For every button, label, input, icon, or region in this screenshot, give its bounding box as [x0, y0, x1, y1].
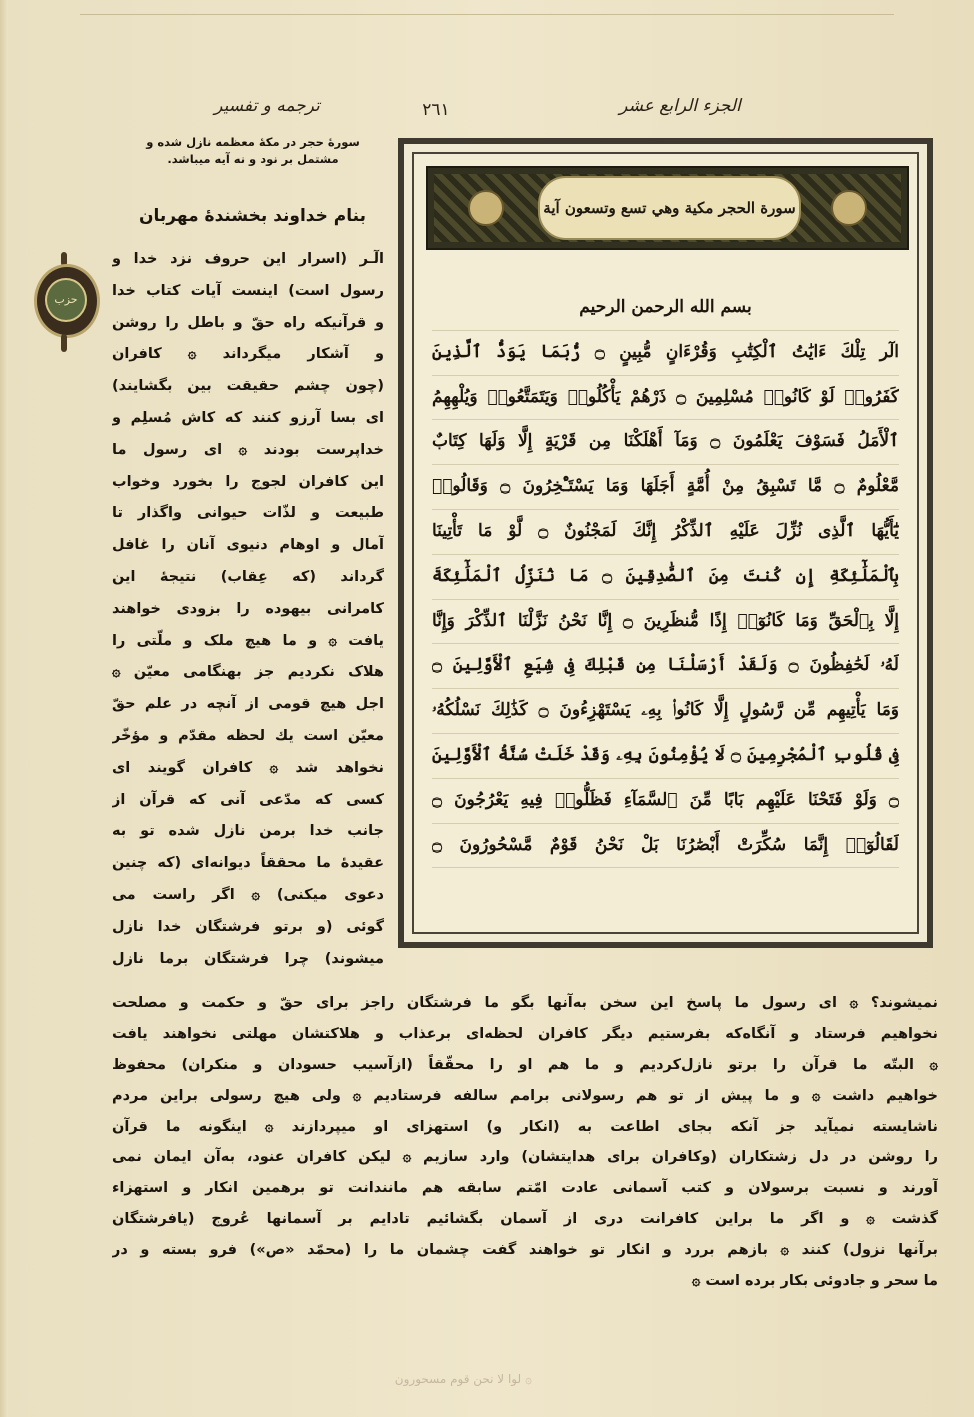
text-line: کسی که مدّعی آنی که قرآن از	[112, 791, 384, 808]
text-line: الٓـر (اسرار این حروف نزد خدا و	[112, 251, 384, 267]
text-line: وَمَا يَأْتِيهِم مِّن رَّسُولٍ إِلَّا كَانُوا۟ بِهِۦ يَسْتَهْزِءُونَ ۝ كَذَٰلِكَ نَسْلُكُهُۥ	[432, 689, 899, 734]
text-line: آورند و نسبت برسولان و کتب آسمانی عادت امّتم سابقه هم مانندانت تو برهمین انکار و استهزاء	[112, 1180, 938, 1197]
text-line: نمیشوند؟ ۞ ای رسول ما پاسخ این سخن به‌آنها بگو ما فرشتگان راجز برای حقّ و حکمت و مصلحت	[112, 995, 938, 1011]
text-line: برآنها نزول) کنند ۞ بازهم بررد و انکار تو خواهند گفت چشمان ما را (محمّد «ص») فرو بسته و در	[112, 1242, 938, 1259]
text-line: يَٰٓأَيُّهَا ٱلَّذِى نُزِّلَ عَلَيْهِ ٱلذِّكْرُ إِنَّكَ لَمَجْنُونٌ ۝ لَّوْ مَا تَأْتِينَا	[432, 510, 899, 555]
text-line: گرداند (که عِقاب) نتیجهٔ این	[112, 568, 384, 585]
text-line: معیّن است یك لحظه مقدّم و مؤخّر	[112, 727, 384, 744]
text-line: ای بسا آرزو کنند که کاش مُسلِم و	[112, 409, 384, 426]
text-line: ناشایسته نمیآید جز آنکه بجای اطاعت به (انکار و) استهزای او میپردازند ۞ اینگونه ما قرآن	[112, 1118, 938, 1135]
text-line: كَفَرُوا۟ لَوْ كَانُوا۟ مُسْلِمِينَ ۝ ذَرْهُمْ يَأْكُلُوا۟ وَيَتَمَتَّعُوا۟ وَيُلْهِهِمُ	[432, 376, 899, 421]
text-line: خواهیم داشت ۞ و ما پیش از تو هم رسولانی برامم سالفه فرستادیم ۞ ولی هیچ رسولی براین مردم	[112, 1087, 938, 1104]
text-line: گوئی (و برتو فرشتگان خدا نازل	[112, 918, 384, 935]
text-line: کامرانی بیهوده را بزودی خواهند	[112, 600, 384, 617]
banner-rosette-icon	[831, 190, 867, 226]
banner-rosette-icon	[468, 190, 504, 226]
text-line: میشوند) چرا فرشتگان برما نازل	[112, 950, 384, 967]
text-line: این کافران لجوج را بخورد وخواب	[112, 473, 384, 490]
text-line: لَهُۥ لَحَٰفِظُونَ ۝ وَلَقَدْ أَرْسَلْنَا مِن قَبْلِكَ فِى شِيَعِ ٱلْأَوَّلِينَ ۝	[432, 644, 899, 689]
sura-title: سورة الحجر مكية وهي تسع وتسعون آية	[538, 176, 801, 240]
header-left-title: ترجمه و تفسیر	[214, 96, 320, 116]
book-spine-shadow	[0, 0, 8, 1417]
sura-title-banner	[426, 166, 909, 250]
text-line: فِى قُلُوبِ ٱلْمُجْرِمِينَ ۝ لَا يُؤْمِنُونَ بِهِۦ وَقَدْ خَلَتْ سُنَّةُ ٱلْأَوَّلِينَ	[432, 734, 899, 779]
text-line: (چون چشم حقیقت بین بگشایند)	[112, 378, 384, 395]
arabic-text-block	[432, 286, 899, 868]
text-line: رسول است) اینست آیات کتاب خدا	[112, 282, 384, 299]
text-line: اجل هیچ قومی از آنچه در علم حقّ	[112, 696, 384, 713]
persian-translation-bottom	[112, 988, 938, 1297]
sura-info: سورهٔ حجر در مکهٔ معظمه نازل شده و مشتمل بر نود و نه آیه میباشد.	[146, 135, 360, 166]
page-number: ٢٦١	[422, 100, 450, 120]
text-line: بِٱلْمَلَٰٓئِكَةِ إِن كُنتَ مِنَ ٱلصَّٰدِقِينَ ۝ مَا نُنَزِّلُ ٱلْمَلَٰٓئِكَةَ	[432, 555, 899, 600]
text-line: ۞ البتّه ما قرآن را برتو نازل‌کردیم و ما هم او را محقّقاً (ازآسیب حسودان و منکران) محفوظ	[112, 1056, 938, 1073]
persian-translation-column	[112, 244, 384, 975]
text-line: بسم الله الرحمن الرحيم	[432, 286, 899, 331]
text-line: و آشکار میگرداند ۞ کافران	[112, 346, 384, 363]
text-line: طبیعت و لذّات حیوانی واگذار تا	[112, 505, 384, 522]
hizb-medallion-icon	[28, 252, 100, 352]
text-line: یافت ۞ و ما هیچ ملک و ملّتی را	[112, 632, 384, 649]
text-line: ۝ وَلَوْ فَتَحْنَا عَلَيْهِم بَابًا مِّنَ ٱلسَّمَآءِ فَظَلُّوا۟ فِيهِ يَعْرُجُونَ ۝	[432, 779, 899, 824]
text-line: نخواهیم فرستاد و آنگاه‌که بفرستیم دیگر کافران لحظه‌ای برعذاب و هلاکتشان مهلتی نخواهند یافت	[112, 1025, 938, 1042]
text-line: إِلَّا بِٱلْحَقِّ وَمَا كَانُوٓا۟ إِذًا مُّنظَرِينَ ۝ إِنَّا نَحْنُ نَزَّلْنَا ٱلذِّكْرَ وَإِنَّا	[432, 600, 899, 645]
text-line: جانب خدا برمن نازل شده تو به	[112, 823, 384, 840]
text-line: نخواهد شد ۞ کافران گویند ای	[112, 759, 384, 776]
medallion-label: حزب	[45, 278, 87, 322]
text-line: ٱلْأَمَلُ فَسَوْفَ يَعْلَمُونَ ۝ وَمَآ أَهْلَكْنَا مِن قَرْيَةٍ إِلَّا وَلَهَا كِتَابٌ	[432, 420, 899, 465]
text-line: عقیدهٔ ما محققاً دیوانه‌ای (که چنین	[112, 855, 384, 872]
text-line: و قرآنیکه راه حقّ و باطل را روشن	[112, 314, 384, 331]
top-rule	[80, 14, 894, 15]
quran-text-frame	[398, 138, 933, 948]
text-line: را روشن در دل زشتکاران (وکافران برای هدایتشان) وارد سازیم ۞ لیکن کافران عنود، به‌آن ایمان نمی‌	[112, 1149, 938, 1166]
text-line: گذشت ۞ و اگر ما براین کافرانت دری از آسمان بگشائیم تادایم بر آسمانها عُروج (یافرشتگان	[112, 1211, 938, 1228]
text-line: خداپرست بودند ۞ ای رسول ما	[112, 441, 384, 458]
text-line: هلاک نکردیم جز بهنگامی معیّن ۞	[112, 664, 384, 681]
text-line: ما سحر و جادوئی بکار برده است ۞	[691, 1273, 938, 1290]
text-line: دعوی میکنی) ۞ اگر راست می‌	[112, 886, 384, 903]
text-line: لَقَالُوٓا۟ إِنَّمَا سُكِّرَتْ أَبْصَٰرُنَا بَلْ نَحْنُ قَوْمٌ مَّسْحُورُونَ ۝	[432, 824, 899, 869]
bismillah-persian: بنام خداوند بخشندهٔ مهربان	[139, 206, 366, 226]
medallion-bottom-tip	[61, 334, 67, 352]
header-right-title: الجزء الرابع عشر	[619, 96, 741, 116]
show-through-text: ۞ لوا لا نحن قوم مسحورون	[394, 1372, 532, 1386]
text-line: آمال و اوهام دنیوی آنان را غافل	[112, 537, 384, 554]
text-line: الٓر تِلْكَ ءَايَٰتُ ٱلْكِتَٰبِ وَقُرْءَانٍ مُّبِينٍ ۝ رُّبَمَا يَوَدُّ ٱلَّذِينَ	[432, 331, 899, 376]
text-line: مَّعْلُومٌ ۝ مَّا تَسْبِقُ مِنْ أُمَّةٍ أَجَلَهَا وَمَا يَسْتَـْٔخِرُونَ ۝ وَقَالُوا۟	[432, 465, 899, 510]
